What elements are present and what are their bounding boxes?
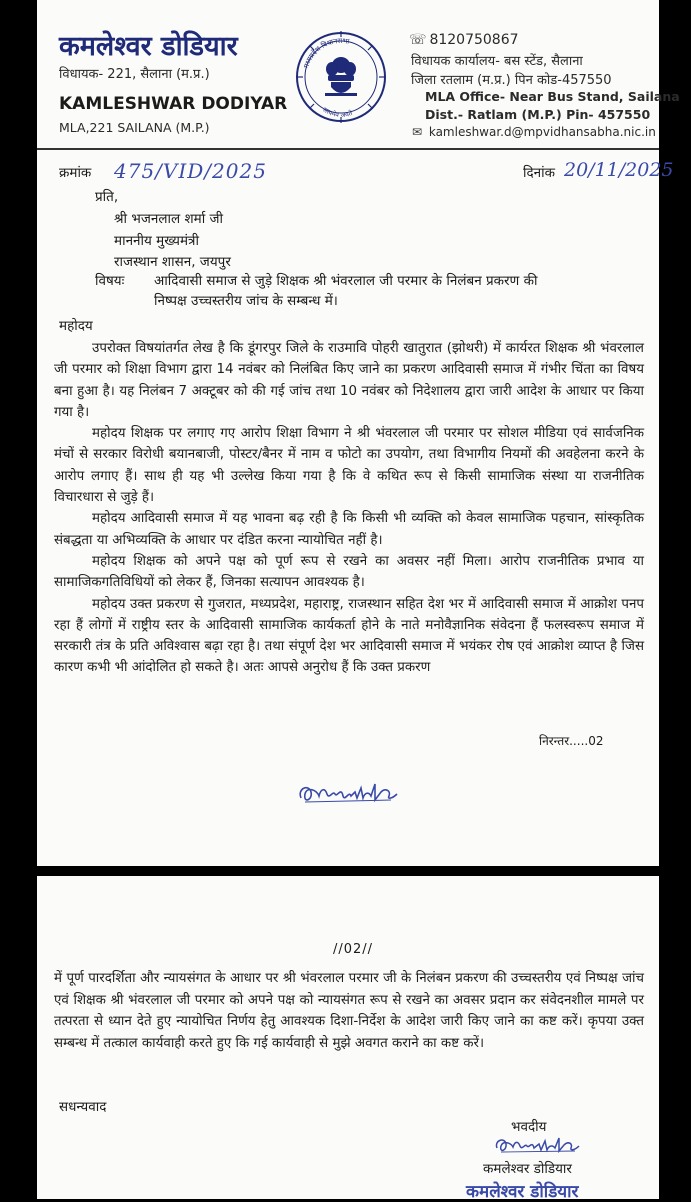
emblem-text-bottom: सत्यमेव जयते: [321, 105, 354, 120]
phone-icon: ☏: [409, 32, 427, 48]
body-paragraph-1: उपरोक्त विषयांतर्गत लेख है कि डूंगरपुर जिले के राउमावि पोहरी खातुरात (झोथरी) में कार्यरत शिक्षक श्री भंवरलाल जी परमार को शिक्षा विभाग द्वारा 14 नवंबर को निलंबित किए जाने का प्रकरण आदिवासी समाज में गंभीर चिंता का विषय बना हुआ है। यह निलंबन 7 अक्टूबर को की गई जांच तथा 10 नवंबर को निदेशालय द्वारा जारी आदेश के आधार पर किया गया है।: [54, 341, 644, 420]
letterhead-designation-hindi: विधायक- 221, सैलाना (म.प्र.): [59, 67, 210, 82]
office-hindi-line-1: विधायक कार्यालय- बस स्टेंड, सैलाना: [411, 54, 583, 69]
phone-row: [409, 32, 519, 48]
signature-image: [295, 776, 405, 810]
mail-icon: ✉: [411, 125, 423, 139]
signer-name: कमलेश्वर डोडियार: [483, 1161, 572, 1177]
addressee-designation: माननीय मुख्यमंत्री: [114, 233, 199, 249]
subject-line-1: आदिवासी समाज से जुड़े शिक्षक श्री भंवरलाल जी परमार के निलंबन प्रकरण की: [154, 273, 538, 289]
letter-body: [54, 338, 644, 679]
office-english-line-2: Dist.- Ratlam (M.P.) Pin- 457550: [425, 107, 651, 122]
page2-body: [54, 968, 644, 1054]
emblem-text-top: मध्यप्रदेश विधानसभा: [302, 36, 350, 70]
letterhead-designation-english: MLA,221 SAILANA (M.P.): [59, 120, 210, 135]
lion-capital-icon: [325, 57, 357, 96]
svg-text:सत्यमेव जयते: [321, 106, 353, 119]
vidhan-sabha-emblem: [295, 27, 387, 127]
closing-thanks: सधन्यवाद: [59, 1099, 107, 1115]
letterhead-name-english: KAMLESHWAR DODIYAR: [59, 94, 288, 114]
ref-number: 475/VID/2025: [114, 159, 267, 183]
office-english-line-1: MLA Office- Near Bus Stand, Sailana: [425, 89, 680, 104]
addressee-name: श्री भजनलाल शर्मा जी: [114, 211, 223, 227]
subject-line-2: निष्पक्ष उच्चस्तरीय जांच के सम्बन्ध में।: [154, 293, 338, 309]
ref-label: क्रमांक: [59, 165, 92, 181]
subject-label: विषयः: [95, 273, 125, 289]
body-paragraph-4: महोदय शिक्षक को अपने पक्ष को पूर्ण रूप से रखने का अवसर नहीं मिला। आरोप राजनीतिक प्रभाव या सामाजिकगतिविधियों को लेकर हैं, जिनका सत्यापन आवश्यक है।: [54, 553, 644, 591]
phone-number: 8120750867: [429, 32, 519, 48]
date-value: 20/11/2025: [564, 159, 674, 181]
page2-paragraph: में पूर्ण पारदर्शिता और न्यायसंगत के आधार पर श्री भंवरलाल परमार जी के निलंबन प्रकरण की उच्चस्तरीय एवं निष्पक्ष जांच एवं शिक्षक श्री भंवरलाल जी परमार को अपने पक्ष को न्यायसंगत रूप से रखने का अवसर प्रदान कर संवेदनशील मामले पर तत्परता से ध्यान देते हुए न्यायोचित निर्णय हेतु आवश्यक दिशा-निर्देश के आदेश जारी किए जाने का कष्ट करें। कृपया उक्त सम्बन्ध में तत्काल कार्यवाही करते हुए कि गई कार्यवाही से मुझे अवगत कराने का कष्ट करें।: [54, 971, 644, 1051]
email-address: kamleshwar.d@mpvidhansabha.nic.in: [428, 125, 656, 139]
salutation: महोदय: [59, 318, 93, 334]
addressee-office: राजस्थान शासन, जयपुर: [114, 254, 231, 270]
addressee-prati: प्रति,: [95, 189, 119, 205]
closing-yours: भवदीय: [511, 1119, 547, 1135]
letterhead-divider: [37, 148, 659, 150]
office-hindi-line-2: जिला रतलाम (म.प्र.) पिन कोड-457550: [411, 73, 612, 88]
signer-stamp: कमलेश्वर डोडियार: [466, 1182, 579, 1202]
letter-page-2: [37, 876, 659, 1202]
letter-page-1: [37, 0, 680, 866]
body-paragraph-2: महोदय शिक्षक पर लगाए गए आरोप शिक्षा विभाग ने श्री भंवरलाल जी परमार पर सोशल मीडिया एवं सार्वजनिक मंचों से सरकार विरोधी बयानबाजी, पोस्टर/बैनर में नाम व फोटो का उपयोग, तथा विभागीय नियमों की अवहेलना करने के आरोप लगाए हैं। साथ ही यह भी उल्लेख किया गया है कि वे कथित रूप से किसी सामाजिक संस्था या राजनीतिक विचारधारा से जुड़े हैं।: [54, 426, 644, 506]
continued-marker: निरन्तर.....02: [539, 734, 604, 748]
body-paragraph-3: महोदय आदिवासी समाज में यह भावना बढ़ रही है कि किसी भी व्यक्ति को केवल सामाजिक पहचान, सांस्कृतिक संबद्धता या अभिव्यक्ति के आधार पर दंडित करना न्यायोचित नहीं है।: [54, 511, 644, 548]
page-number-marker: //02//: [333, 942, 374, 957]
body-paragraph-5: महोदय उक्त प्रकरण से गुजरात, मध्यप्रदेश, महाराष्ट्र, राजस्थान सहित देश भर में आदिवासी समाज में आक्रोश पनप रहा हैं लोगों में राष्ट्रीय स्तर के आदिवासी सामाजिक कार्यकर्ता होने के नाते मनोवैज्ञानिक संवेदना हैं फलस्वरूप समाज में सरकारी तंत्र के प्रति अविश्वास बढ़ा रहा है। तथा संपूर्ण देश भर आदिवासी समाज में भयंकर रोष एवं आक्रोश व्याप्त है जिस कारण कभी भी आंदोलित हो सकते है। अतः आपसे अनुरोध हैं कि उक्त प्रकरण: [54, 596, 644, 676]
signature-image-page-2: [493, 1132, 585, 1158]
date-label: दिनांक: [523, 165, 556, 181]
email-row: [409, 125, 656, 139]
letterhead-name-hindi: कमलेश्वर डोडियार: [59, 31, 238, 62]
